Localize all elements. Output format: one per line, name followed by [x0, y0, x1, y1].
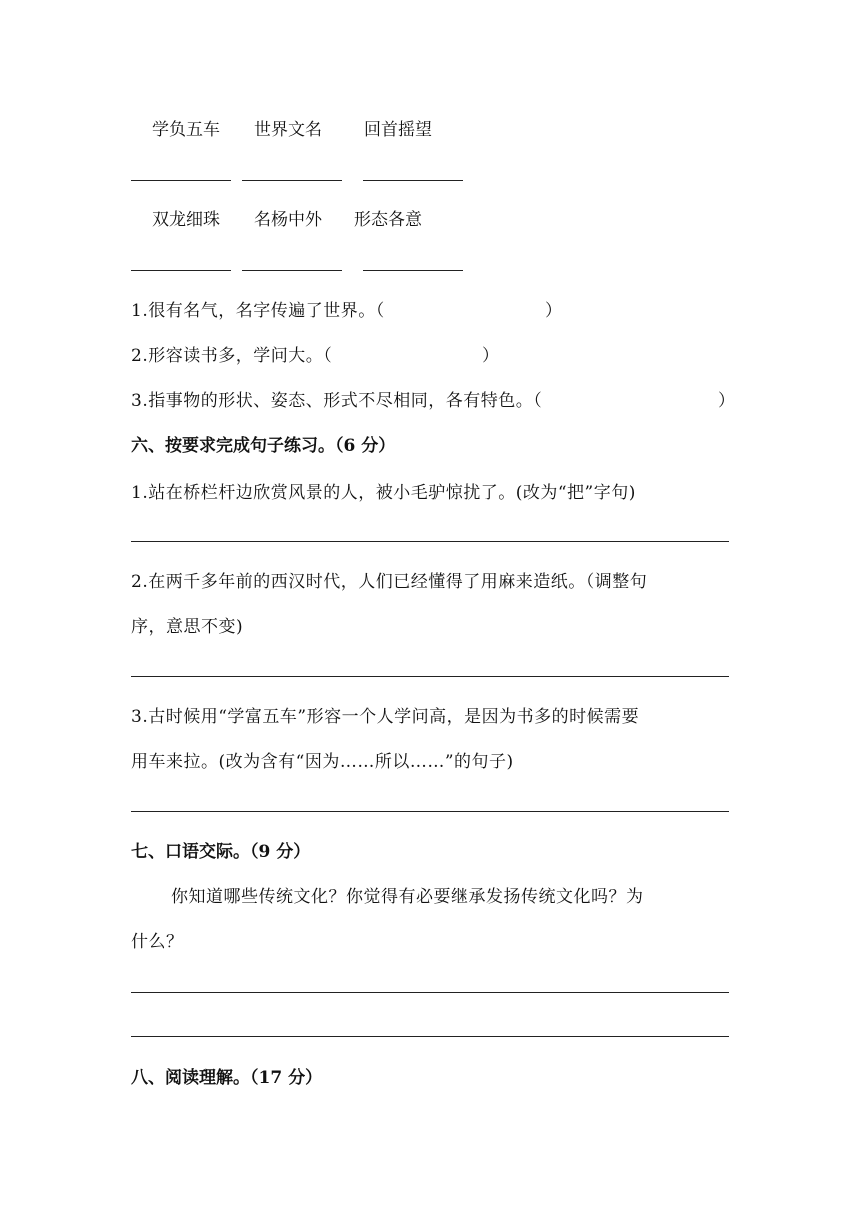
idiom-2-3: 形态各意 — [354, 210, 422, 230]
section-7-prompt-line1: 你知道哪些传统文化？你觉得有必要继承发扬传统文化吗？为 — [171, 887, 644, 907]
answer-blank-1-1[interactable] — [131, 180, 231, 181]
answer-blank-2-1[interactable] — [131, 270, 231, 271]
idiom-2-1: 双龙细珠 — [152, 210, 220, 230]
definition-2-close: ） — [482, 346, 499, 366]
section-6-q3-answer-line[interactable] — [131, 811, 729, 812]
section-7-prompt-line2: 什么？ — [131, 932, 184, 952]
section-6-q1: 1.站在桥栏杆边欣赏风景的人，被小毛驴惊扰了。(改为“把”字句) — [131, 483, 636, 503]
definition-3-close: ） — [718, 391, 735, 411]
idiom-1-1: 学负五车 — [152, 120, 220, 140]
answer-blank-1-2[interactable] — [242, 180, 342, 181]
answer-blank-1-3[interactable] — [363, 180, 463, 181]
answer-blank-2-3[interactable] — [363, 270, 463, 271]
section-7-answer-line-2[interactable] — [131, 1036, 729, 1037]
section-6-title: 六、按要求完成句子练习。（6 分） — [131, 436, 396, 456]
definition-2: 2.形容读书多，学问大。（ — [131, 346, 333, 366]
section-6-q2-line1: 2.在两千多年前的西汉时代，人们已经懂得了用麻来造纸。（调整句 — [131, 572, 648, 592]
idiom-1-3: 回首摇望 — [364, 120, 432, 140]
definition-1: 1.很有名气，名字传遍了世界。（ — [131, 301, 385, 321]
definition-3: 3.指事物的形状、姿态、形式不尽相同，各有特色。（ — [131, 391, 543, 411]
section-6-q2-answer-line[interactable] — [131, 676, 729, 677]
answer-blank-2-2[interactable] — [242, 270, 342, 271]
section-8-title: 八、阅读理解。（17 分） — [131, 1068, 323, 1088]
section-6-q3-line1: 3.古时候用“学富五车”形容一个人学问高，是因为书多的时候需要 — [131, 707, 640, 727]
section-6-q2-line2: 序，意思不变) — [131, 617, 244, 637]
section-7-title: 七、口语交际。（9 分） — [131, 842, 311, 862]
section-6-q1-answer-line[interactable] — [131, 541, 729, 542]
idiom-1-2: 世界文名 — [254, 120, 322, 140]
section-6-q3-line2: 用车来拉。(改为含有“因为……所以……”的句子) — [131, 752, 514, 772]
section-7-answer-line-1[interactable] — [131, 992, 729, 993]
definition-1-close: ） — [545, 301, 562, 321]
idiom-2-2: 名杨中外 — [254, 210, 322, 230]
